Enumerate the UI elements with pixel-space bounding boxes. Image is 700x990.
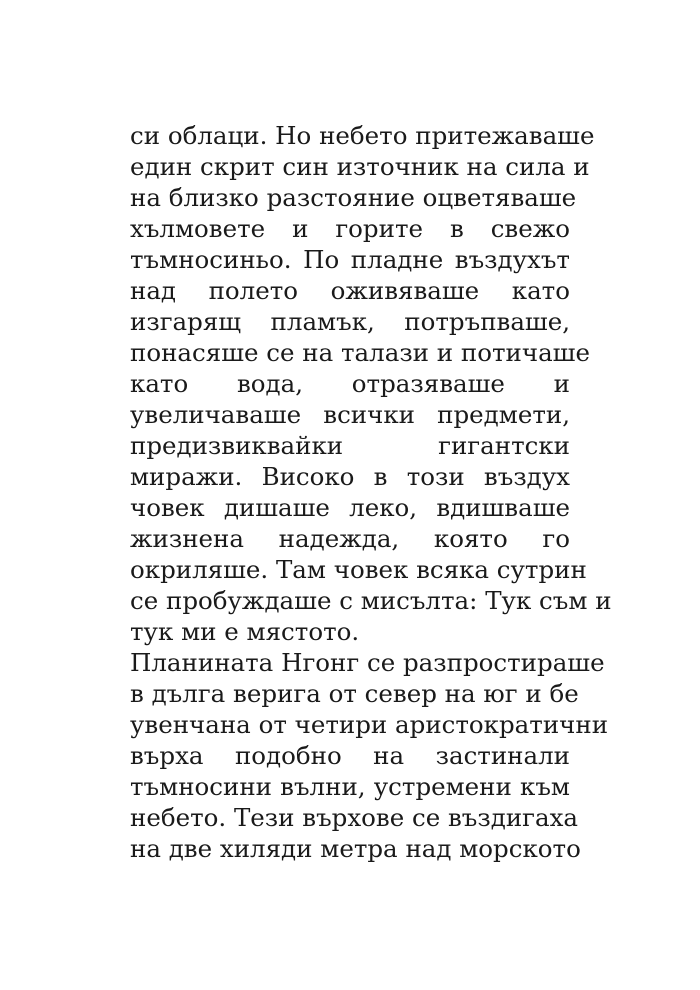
text-line: си облаци. Но небето притежаваше bbox=[130, 121, 595, 150]
paragraph-1 bbox=[130, 120, 612, 647]
text-line: предизвиквайки гигантски bbox=[130, 431, 570, 460]
text-line: един скрит син източник на сила и bbox=[130, 152, 590, 181]
text-line: изгарящ пламък, потръпваше, bbox=[130, 307, 570, 336]
text-line: миражи. Високо в този въздух bbox=[130, 462, 570, 491]
text-line: се пробуждаше с мисълта: Тук съм и bbox=[130, 586, 612, 615]
text-line: Планината Нгонг се разпростираше bbox=[130, 648, 605, 677]
text-line: понасяше се на талази и потичаше bbox=[130, 338, 590, 367]
text-line: тъмносиньо. По пладне въздухът bbox=[130, 245, 570, 274]
text-line: окриляше. Там човек всяка сутрин bbox=[130, 555, 587, 584]
text-line: на две хиляди метра над морското bbox=[130, 834, 581, 863]
text-line: увенчана от четири аристократични bbox=[130, 710, 609, 739]
text-line: човек дишаше леко, вдишваше bbox=[130, 493, 570, 522]
text-line: жизнена надежда, която го bbox=[130, 524, 570, 553]
text-line: хълмовете и горите в свежо bbox=[130, 214, 570, 243]
text-line: като вода, отразяваше и bbox=[130, 369, 570, 398]
text-line: тъмносини вълни, устремени към bbox=[130, 772, 570, 801]
text-line: небето. Тези върхове се въздигаха bbox=[130, 803, 579, 832]
text-line: на близко разстояние оцветяваше bbox=[130, 183, 577, 212]
text-line: върха подобно на застинали bbox=[130, 741, 570, 770]
text-line: тук ми е мястото. bbox=[130, 617, 360, 646]
text-line: над полето оживяваше като bbox=[130, 276, 570, 305]
text-line: увеличаваше всички предмети, bbox=[130, 400, 570, 429]
text-line: в дълга верига от север на юг и бе bbox=[130, 679, 579, 708]
paragraph-2 bbox=[130, 647, 609, 864]
